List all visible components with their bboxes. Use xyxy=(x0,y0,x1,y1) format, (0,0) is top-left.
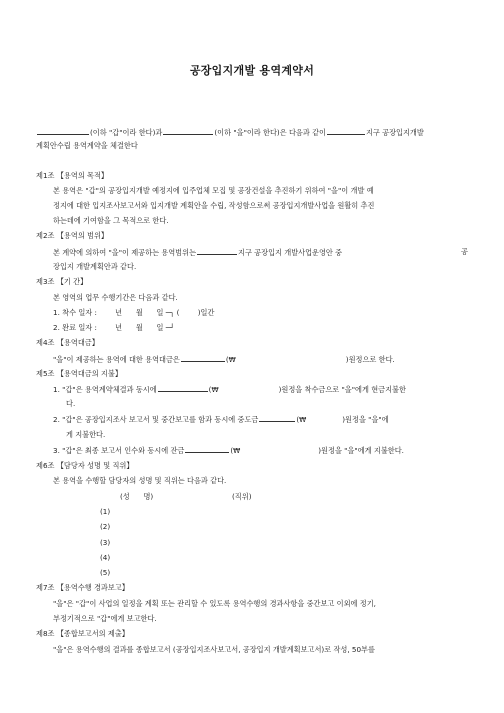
article-3-end-date: 2. 완료 일자 : 년 월 일 ─┘ xyxy=(53,323,175,332)
article-1-heading: 제1조 【용역의 목적】 xyxy=(36,171,109,180)
article-5-item-2-text-c: )원정을 "을"에 xyxy=(342,415,389,424)
article-5-item-1-cont: 다. xyxy=(66,399,76,408)
article-5-item-2-text-b: (₩ xyxy=(296,415,307,424)
intro-line-1 xyxy=(36,127,424,138)
article-3-text-1: 본 영역의 업무 수행기간은 다음과 같다. xyxy=(53,293,178,302)
article-5-item-2-text-a: 2. "갑"은 공장입지조사 보고서 및 중간보고를 함과 동시에 중도금 xyxy=(53,415,259,424)
staff-row-4: (4) xyxy=(100,553,111,562)
article-5-item-3-text-c: )원정을 "을"에게 지불한다. xyxy=(318,446,404,455)
article-4-heading: 제4조 【용역대금】 xyxy=(36,338,99,347)
article-8-text-1: "을"은 용역수행의 결과를 종합보고서 (공장입지조사보고서, 공장입지 개발계획보고서)로 작성, 50부를 xyxy=(53,645,375,654)
article-7-heading: 제7조 【용역수행 경과보고】 xyxy=(36,583,129,592)
intro-line-2: 계획안수립 용역계약을 체결한다 xyxy=(36,141,138,150)
article-7-text-2: 부정기적으로 "갑"에게 보고한다. xyxy=(53,614,157,623)
staff-position-header: (직위) xyxy=(232,492,252,501)
staff-row-3: (3) xyxy=(100,538,111,547)
intro-text-b: (이하 "을"이라 한다)은 다음과 같이 xyxy=(214,128,326,137)
article-4-text-c: )원정으로 한다. xyxy=(345,355,395,364)
down-payment-blank[interactable] xyxy=(158,384,208,392)
article-1-text-2: 정지에 대한 입지조사보고서와 입지개발 계획안을 수립, 작성함으로써 공장입지개발사업을 원활히 추진 xyxy=(53,201,375,210)
article-5-item-1-text-a: 1. "갑"은 용역계약체결과 동시에 xyxy=(53,385,157,394)
article-4-text-b: (₩ xyxy=(225,355,236,364)
article-3-heading: 제3조 【기 간】 xyxy=(36,277,88,286)
district-blank[interactable] xyxy=(327,127,365,135)
article-1-text-1: 본 용역은 "갑"의 공장입지개발 예정지에 입주업체 모집 및 공장건설을 추진하기 위하여 "을"이 개발 예 xyxy=(53,186,374,195)
article-5-heading: 제5조 【용역대금의 지불】 xyxy=(36,369,123,378)
party-a-blank[interactable] xyxy=(37,127,89,135)
article-2-text-2: 장입지 개발계획안과 같다. xyxy=(53,262,137,271)
contract-amount-blank[interactable] xyxy=(181,354,225,362)
article-2-text-a: 본 계약에 의하여 "을"이 제공하는 용역범위는 xyxy=(53,248,197,257)
article-2-text-c: 공 xyxy=(461,247,468,256)
staff-row-5: (5) xyxy=(100,568,111,577)
article-4-text-1 xyxy=(53,354,395,365)
article-6-heading: 제6조 【담당자 성명 및 직위】 xyxy=(36,461,134,470)
article-5-item-3-text-b: (₩ xyxy=(230,446,241,455)
article-5-item-2 xyxy=(53,414,389,425)
intro-text-a: (이하 "갑"이라 한다)과 xyxy=(90,128,163,137)
staff-row-2: (2) xyxy=(100,522,111,531)
article-5-item-2-cont: 게 지불한다. xyxy=(66,430,106,439)
staff-name-header: (성 명) xyxy=(120,492,154,501)
article-2-text-b: 지구 공장입지 개발사업운영안 중 xyxy=(238,248,343,257)
article-2-text-1 xyxy=(53,247,468,258)
article-4-text-a: "을"이 제공하는 용역에 대한 용역대금은 xyxy=(53,355,180,364)
intro-text-c: 지구 공장입지개발 xyxy=(365,128,424,137)
article-7-text-1: "을"은 "갑"이 사업의 일정을 계획 또는 관리할 수 있도록 용역수행의 경과사항을 중간보고 이외에 정기, xyxy=(53,599,376,608)
article-3-start-date: 1. 착수 일자 : 년 월 일 ─┐ ( )일간 xyxy=(53,308,215,317)
article-1-text-3: 하는데에 기여함을 그 목적으로 한다. xyxy=(53,216,169,225)
balance-payment-blank[interactable] xyxy=(185,445,229,453)
scope-district-blank[interactable] xyxy=(197,247,237,255)
article-5-item-1-text-c: )원정을 착수금으로 "을"에게 현금지불한 xyxy=(278,385,406,394)
staff-row-1: (1) xyxy=(100,507,111,516)
document-title: 공장입지개발 용역계약서 xyxy=(189,64,315,77)
article-5-item-3-text-a: 3. "갑"은 최종 보고서 인수와 동시에 잔금 xyxy=(53,446,185,455)
article-6-text-1: 본 용역을 수행할 담당자의 성명 및 직위는 다음과 같다. xyxy=(53,476,227,485)
article-5-item-1-text-b: (₩ xyxy=(208,385,219,394)
party-b-blank[interactable] xyxy=(163,127,213,135)
article-2-heading: 제2조 【용역의 범위】 xyxy=(36,231,109,240)
article-8-heading: 제8조 【종합보고서의 제출】 xyxy=(36,629,129,638)
article-5-item-1 xyxy=(53,384,406,395)
article-5-item-3 xyxy=(53,445,404,456)
interim-payment-blank[interactable] xyxy=(259,414,295,422)
